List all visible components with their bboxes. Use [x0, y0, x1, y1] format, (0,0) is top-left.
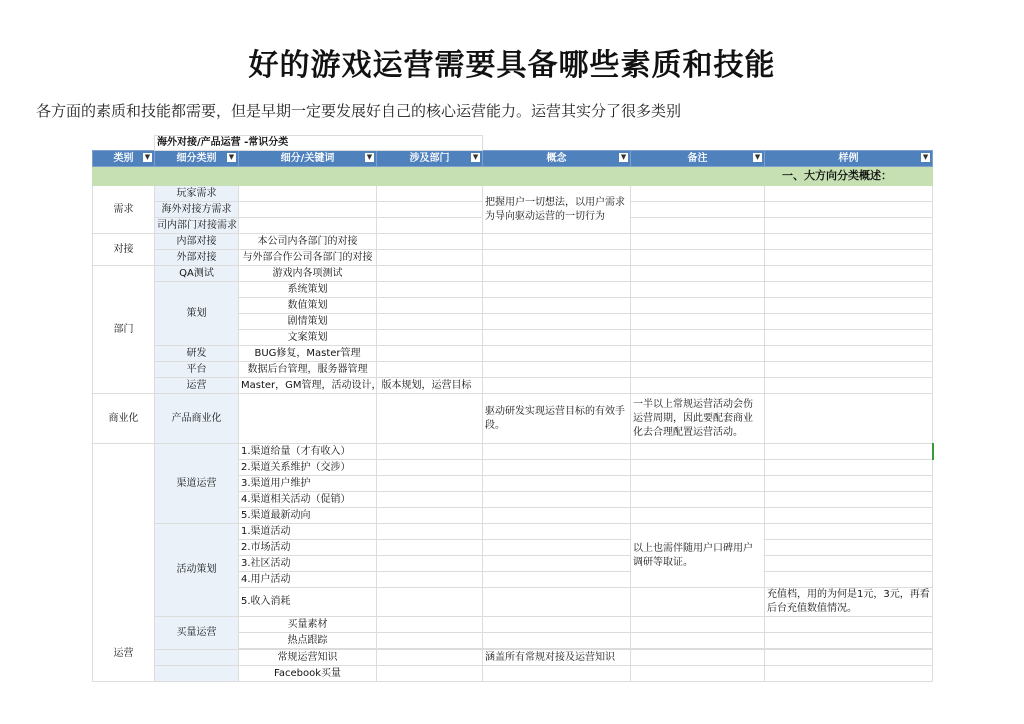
keyword-cell[interactable]: 4.渠道相关活动（促销）: [239, 492, 377, 508]
keyword-cell[interactable]: Facebook买量: [239, 666, 377, 682]
subcategory-cell[interactable]: 产品商业化: [155, 394, 239, 444]
sample-cell[interactable]: 充值档，用的为何是1元，3元，再看后台充值数值情况。: [765, 588, 933, 617]
subcategory-cell[interactable]: 内部对接: [155, 234, 239, 250]
subcategory-cell[interactable]: 渠道运营: [155, 444, 239, 524]
keyword-cell[interactable]: 系统策划: [239, 282, 377, 298]
filter-dropdown-icon[interactable]: ▼: [366, 153, 373, 161]
category-cell[interactable]: 对接: [93, 234, 155, 266]
document-title: 好的游戏运营需要具备哪些素质和技能: [248, 48, 776, 83]
subcategory-cell[interactable]: 买量运营: [155, 617, 239, 650]
keyword-cell[interactable]: 本公司内各部门的对接: [239, 234, 377, 250]
header-cell[interactable]: 概念 ▼: [483, 151, 631, 167]
subcategory-cell[interactable]: 运营: [155, 378, 239, 394]
keyword-cell[interactable]: 5.收入消耗: [239, 588, 377, 617]
filter-dropdown-icon[interactable]: ▼: [228, 153, 235, 161]
section-band-label: 一、大方向分类概述：: [631, 167, 933, 186]
note-cell[interactable]: 一半以上常规运营活动会伤运营周期，因此要配套商业化去合理配置运营活动。: [631, 394, 765, 444]
category-cell[interactable]: 需求: [93, 186, 155, 234]
keyword-cell[interactable]: BUG修复，Master管理: [239, 346, 377, 362]
keyword-cell[interactable]: 与外部合作公司各部门的对接: [239, 250, 377, 266]
header-cell[interactable]: 样例 ▼: [765, 151, 933, 167]
category-cell[interactable]: 商业化: [93, 394, 155, 444]
header-cell[interactable]: 类别 ▼: [93, 151, 155, 167]
header-cell[interactable]: 细分类别 ▼: [155, 151, 239, 167]
concept-cell[interactable]: 涵盖所有常规对接及运营知识: [483, 650, 631, 666]
keyword-cell[interactable]: 买量素材: [239, 617, 377, 633]
filter-dropdown-icon[interactable]: ▼: [754, 153, 761, 161]
header-cell[interactable]: 细分/关键词 ▼: [239, 151, 377, 167]
keyword-cell[interactable]: 1.渠道活动: [239, 524, 377, 540]
filter-dropdown-icon[interactable]: ▼: [620, 153, 627, 161]
keyword-cell[interactable]: 2.渠道关系维护（交涉）: [239, 460, 377, 476]
subcategory-cell[interactable]: 外部对接: [155, 250, 239, 266]
keyword-cell[interactable]: 剧情策划: [239, 314, 377, 330]
document-subtitle: 各方面的素质和技能都需要，但是早期一定要发展好自己的核心运营能力。运营其实分了很多类别: [36, 102, 682, 120]
keyword-cell[interactable]: 数值策划: [239, 298, 377, 314]
keyword-cell[interactable]: 4.用户活动: [239, 572, 377, 588]
concept-cell[interactable]: 把握用户一切想法，以用户需求为导向驱动运营的一切行为: [483, 186, 631, 234]
keyword-cell[interactable]: 数据后台管理，服务器管理: [239, 362, 377, 378]
keyword-cell[interactable]: 1.渠道给量（才有收入）: [239, 444, 377, 460]
subcategory-cell[interactable]: 司内部门对接需求: [155, 218, 239, 234]
subcategory-cell[interactable]: 玩家需求: [155, 186, 239, 202]
keyword-cell[interactable]: 3.社区活动: [239, 556, 377, 572]
section-band-row: [93, 167, 933, 186]
subcategory-cell[interactable]: QA测试: [155, 266, 239, 282]
concept-cell[interactable]: 驱动研发实现运营目标的有效手段。: [483, 394, 631, 444]
keyword-cell[interactable]: Master，GM管理，活动设计，版本规划，运营目标: [239, 378, 377, 394]
keyword-cell[interactable]: 3.渠道用户维护: [239, 476, 377, 492]
keyword-cell[interactable]: 2.市场活动: [239, 540, 377, 556]
filter-dropdown-icon[interactable]: ▼: [144, 153, 151, 161]
category-cell[interactable]: 部门: [93, 266, 155, 394]
subcategory-cell[interactable]: 海外对接方需求: [155, 202, 239, 218]
header-cell[interactable]: 涉及部门 ▼: [377, 151, 483, 167]
keyword-cell[interactable]: 常规运营知识: [239, 650, 377, 666]
keyword-cell[interactable]: 热点跟踪: [239, 633, 377, 649]
header-row: [93, 151, 933, 167]
subcategory-cell[interactable]: 策划: [155, 282, 239, 346]
keyword-cell[interactable]: 5.渠道最新动向: [239, 508, 377, 524]
filter-dropdown-icon[interactable]: ▼: [922, 153, 929, 161]
sheet-caption: 海外对接/产品运营 -常识分类: [155, 136, 483, 151]
category-cell[interactable]: 运营: [93, 444, 155, 682]
header-cell[interactable]: 备注 ▼: [631, 151, 765, 167]
spreadsheet-table: [92, 135, 934, 682]
filter-dropdown-icon[interactable]: ▼: [472, 153, 479, 161]
keyword-cell[interactable]: 文案策划: [239, 330, 377, 346]
subcategory-cell[interactable]: 研发: [155, 346, 239, 362]
note-cell[interactable]: 以上也需伴随用户口碑用户调研等取证。: [631, 524, 765, 588]
subcategory-cell[interactable]: 活动策划: [155, 524, 239, 617]
keyword-cell[interactable]: 游戏内各项测试: [239, 266, 377, 282]
subcategory-cell[interactable]: 平台: [155, 362, 239, 378]
